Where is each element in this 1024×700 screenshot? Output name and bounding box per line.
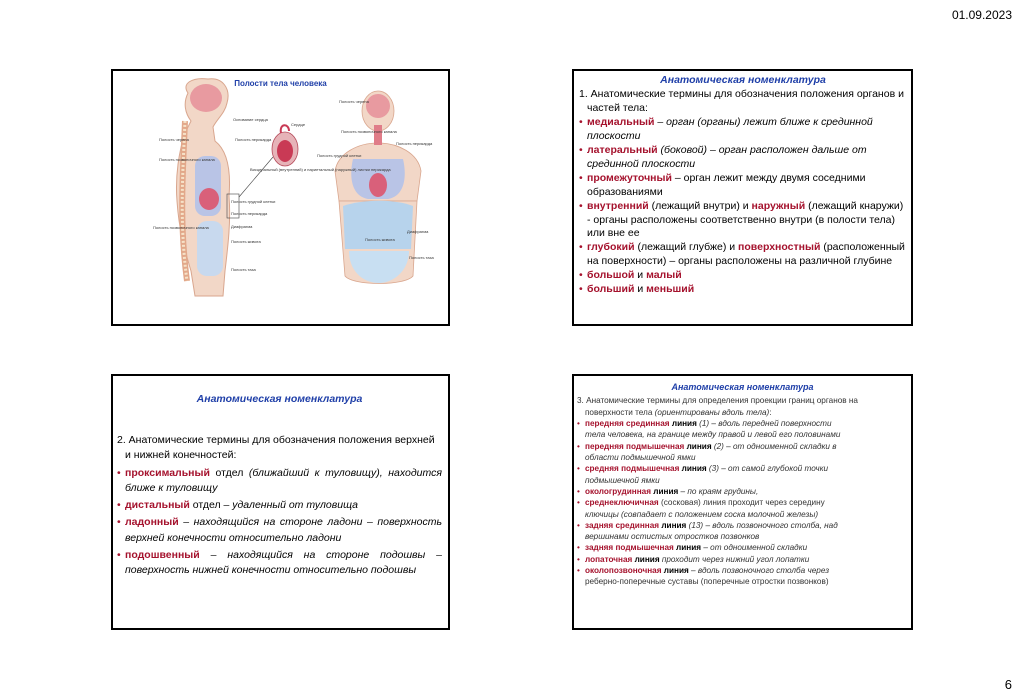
side-view-figure xyxy=(176,79,229,296)
slide-nomenclature-limbs xyxy=(111,374,450,630)
list-item: • задняя срединная линия (13) – вдоль позвоночного столба, над вершинами остистых отростков позвонков xyxy=(577,520,908,543)
list-item: • средняя подмышечная линия (3) – от самой глубокой точки подмышечной ямки xyxy=(577,463,908,486)
list-item: • промежуточный – орган лежит между двумя соседними образованиями xyxy=(579,172,907,200)
list-item: • окологрудинная линия – по краям грудины, xyxy=(577,486,908,497)
label-pericardium-cavity-2: Полость перикарда xyxy=(231,211,268,216)
label-spinal-canal: Полость позвоночного канала xyxy=(153,225,209,230)
list-item: • латеральный (боковой) – орган расположен дальше от срединной плоскости xyxy=(579,144,907,172)
slide-intro: 1. Анатомические термины для обозначения положения органов и частей тела: xyxy=(579,87,904,114)
list-item: • больший и меньший xyxy=(579,283,907,297)
label-front-pelvic: Полость таза xyxy=(409,255,434,260)
slide-nomenclature-positions xyxy=(572,69,913,326)
list-item: • задняя подмышечная линия – от одноименной складки xyxy=(577,542,908,553)
date-label: 01.09.2023 xyxy=(951,8,1012,22)
list-item: • глубокий (лежащий глубже) и поверхностный (расположенный на поверхности) – органы расположены на различной глубине xyxy=(579,241,907,269)
label-front-skull-cavity: Полость черепа xyxy=(339,99,369,104)
list-item: • внутренний (лежащий внутри) и наружный (лежащий кнаружи) - органы расположены соответственно внутри (в полости тела) или вне ее xyxy=(579,200,907,242)
label-front-abdominal: Полость живота xyxy=(365,237,395,242)
label-skull-cavity: Полость черепа xyxy=(159,137,189,142)
list-item: • околопозвоночная линия – вдоль позвоночного столба через реберно-поперечные суставы (поперечные отростки позвонков) xyxy=(577,565,908,588)
list-item: • среднеключичная (сосковая) линия проходит через середину ключицы (совпадает с положением соска молочной железы) xyxy=(577,497,908,520)
label-front-chest-cavity: Полость грудной клетки xyxy=(317,153,362,158)
label-heart: Сердце xyxy=(291,122,306,127)
list-item: • медиальный – орган (органы) лежит ближе к срединной плоскости xyxy=(579,116,907,144)
list-item: • проксимальный отдел (ближайший к туловищу), находится ближе к туловищу xyxy=(117,466,442,496)
label-front-pericardium: Полость перикарда xyxy=(396,141,433,146)
label-pericardium-cavity: Полость перикарда xyxy=(235,137,272,142)
label-front-spinal-canal: Полость позвоночного канала xyxy=(341,129,397,134)
list-item: • передняя подмышечная линия (2) – от одноименной складки в области подмышечной ямки xyxy=(577,441,908,464)
list-item: • дистальный отдел – удаленный от туловища xyxy=(117,498,442,513)
slide-nomenclature-lines xyxy=(572,374,913,630)
list-item: • большой и малый xyxy=(579,269,907,283)
page-number: 6 xyxy=(1004,677,1012,692)
slide-body-cavities xyxy=(111,69,450,326)
slide-title: Анатомическая номенклатура xyxy=(660,74,826,86)
slide-title: Анатомическая номенклатура xyxy=(196,393,363,405)
list-item: • подошвенный – находящийся на стороне подошвы – поверхность нижней конечности относительно подошвы xyxy=(117,548,442,578)
label-spinal-canal-top: Полость позвоночного канала xyxy=(159,157,215,162)
list-item: • передняя срединная линия (1) – вдоль передней поверхности тела человека, на границе между правой и левой его половинами xyxy=(577,418,908,441)
slide-title: Полости тела человека xyxy=(234,79,327,88)
label-diaphragm: Диафрагма xyxy=(231,224,253,229)
list-item: • лопаточная линия проходит через нижний угол лопатки xyxy=(577,554,908,565)
label-chest-cavity: Полость грудной клетки xyxy=(231,199,276,204)
slide-intro: 2. Анатомические термины для обозначения положения верхней и нижней конечностей: xyxy=(117,434,435,462)
body-cavities-illustration xyxy=(113,71,448,324)
list-item: • ладонный – находящийся на стороне ладони – поверхность верхней конечности относительно ладони xyxy=(117,515,442,545)
slide-intro: 3. Анатомические термины для определения проекции границ органов на поверхности тела (ориентированы вдоль тела): xyxy=(577,396,858,417)
slide-title: Анатомическая номенклатура xyxy=(671,382,814,392)
label-pelvic-cavity: Полость таза xyxy=(231,267,256,272)
label-front-diaphragm: Диафрагма xyxy=(407,229,429,234)
label-heart-base: Основание сердца xyxy=(233,117,268,122)
label-pericardium-layers: Висцеральный (внутренний) и париетальный (наружный) листки перикарда xyxy=(250,167,391,172)
label-abdominal-cavity: Полость живота xyxy=(231,239,261,244)
